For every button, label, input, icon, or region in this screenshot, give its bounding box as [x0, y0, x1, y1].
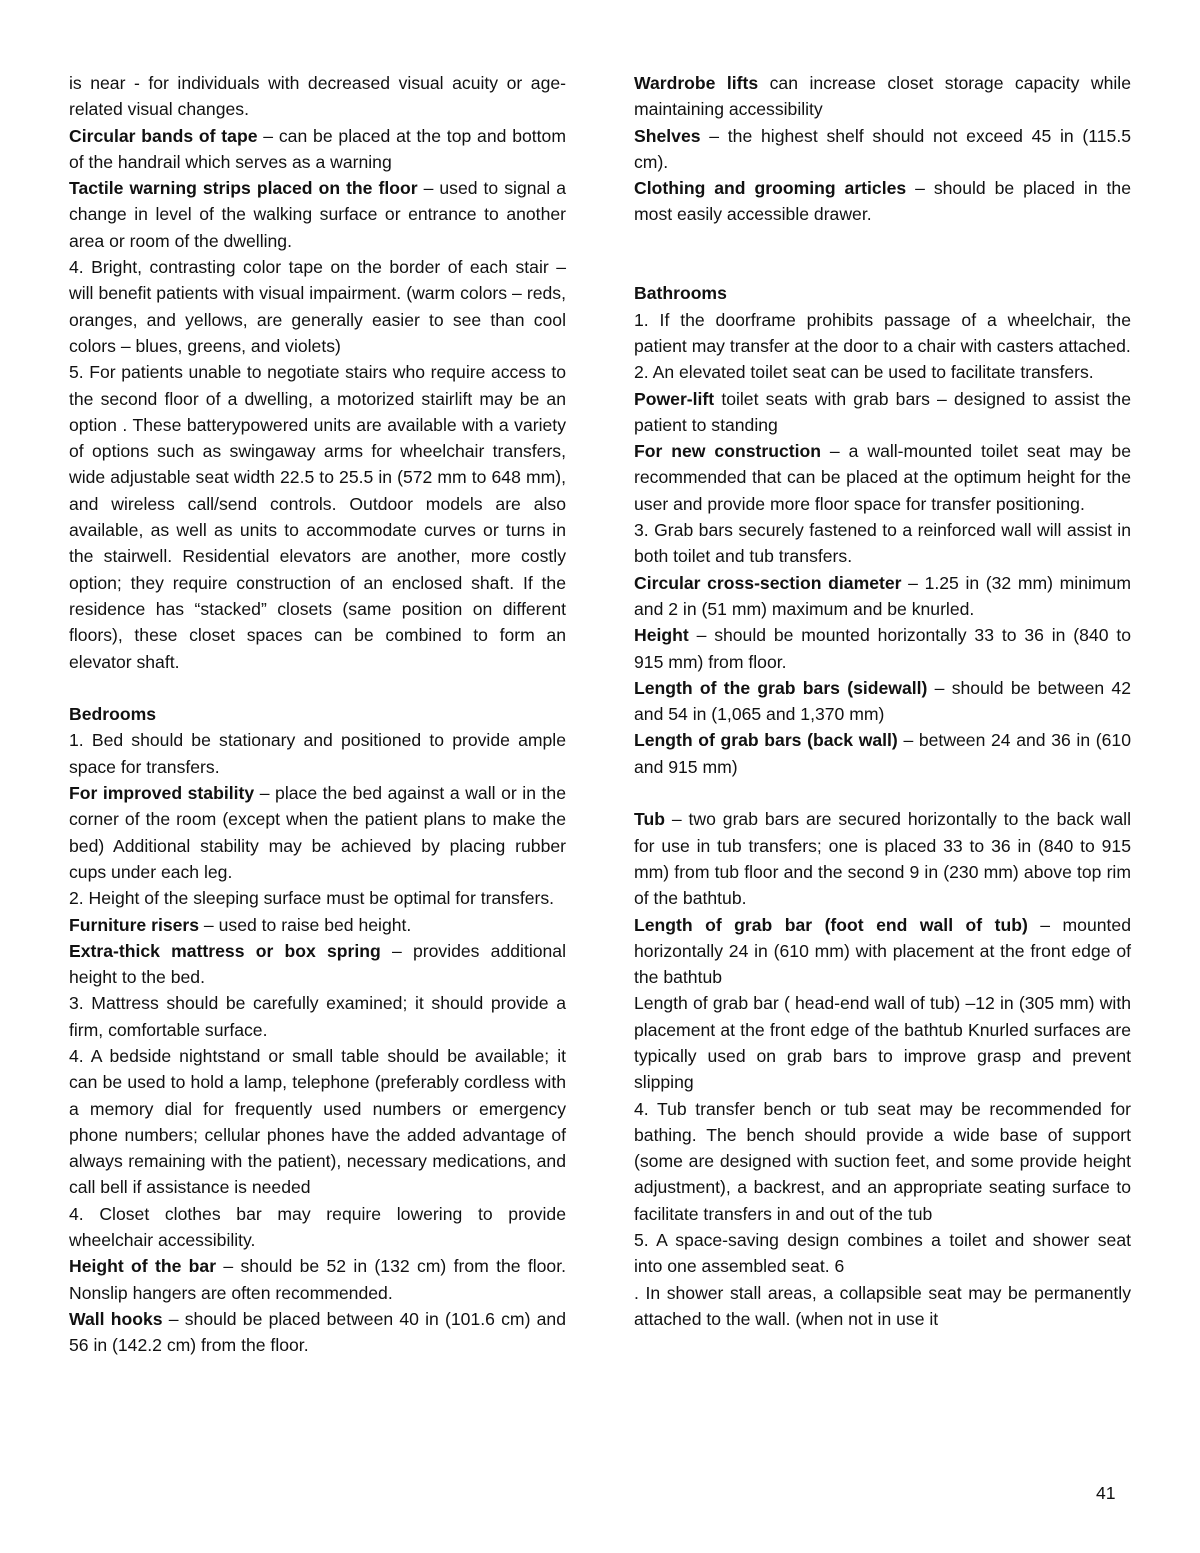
- paragraph: 4. Closet clothes bar may require lowering to provide wheelchair accessibility.: [69, 1203, 566, 1251]
- paragraph: [634, 386, 1131, 439]
- term: Clothing and grooming articles: [634, 178, 907, 199]
- paragraph: [69, 912, 566, 938]
- paragraph: 4. Bright, contrasting color tape on the border of each stair – will benefit patients with visual impairment. (warm colors – reds, oranges, and yellows, are generally easier to see than cool colors – blues, greens, and violets): [69, 257, 566, 356]
- term: Height of the bar: [69, 1256, 217, 1277]
- paragraph: [634, 570, 1131, 623]
- paragraph: 5. A space-saving design combines a toilet and shower seat into one assembled seat. 6: [634, 1230, 1131, 1277]
- definition: – should be mounted horizontally 33 to 36 in (840 to 915 mm) from floor.: [634, 625, 1131, 672]
- page-number: 41: [1096, 1483, 1116, 1503]
- paragraph: [634, 123, 1131, 176]
- paragraph: [634, 675, 1131, 728]
- term: Tactile warning strips placed on the floor: [69, 178, 418, 199]
- term: Extra-thick mattress or box spring: [69, 940, 381, 961]
- term: Tub: [634, 809, 665, 830]
- paragraph: [634, 912, 1131, 991]
- definition: – mounted horizontally 24 in (610 mm) with placement at the front edge of the bathtub: [634, 914, 1131, 988]
- paragraph: 4. Tub transfer bench or tub seat may be recommended for bathing. The bench should provide a wide base of support (some are designed with suction feet, and some provide height adjustment), a backrest, and an appropriate seating surface to facilitate transfers in and out of the tub: [634, 1098, 1131, 1224]
- definition: can increase closet storage capacity while maintaining accessibility: [634, 73, 1131, 120]
- left-column: [69, 70, 566, 1359]
- definition: – used to raise bed height.: [199, 914, 412, 935]
- term: For improved stability: [69, 783, 255, 804]
- definition: toilet seats with grab bars – designed to assist the patient to standing: [634, 388, 1131, 435]
- paragraph: [69, 123, 566, 176]
- paragraph: [634, 175, 1131, 228]
- paragraph: 2. Height of the sleeping surface must be optimal for transfers.: [69, 888, 555, 909]
- definition: – 1.25 in (32 mm) minimum and 2 in (51 mm) maximum and be knurled.: [634, 572, 1131, 619]
- definition: – between 24 and 36 in (610 and 915 mm): [634, 730, 1131, 777]
- term: Length of grab bars (back wall): [634, 730, 898, 751]
- section-heading-bathrooms: Bathrooms: [634, 283, 727, 304]
- paragraph: [69, 1306, 566, 1359]
- paragraph: [69, 175, 566, 254]
- paragraph: 4. A bedside nightstand or small table should be available; it can be used to hold a lamp, telephone (preferably cordless with a memory dial for frequently used numbers or emergency phone numbers; cellular phones have the added advantage of always remaining with the patient), necessary medications, and call bell if assistance is needed: [69, 1045, 566, 1198]
- definition: – should be placed between 40 in (101.6 cm) and 56 in (142.2 cm) from the floor.: [69, 1308, 567, 1356]
- term: Furniture risers: [69, 914, 200, 935]
- paragraph: [634, 622, 1131, 675]
- term: Wardrobe lifts: [634, 73, 759, 93]
- term: Power-lift: [634, 388, 715, 409]
- paragraph: 2. An elevated toilet seat can be used to facilitate transfers.: [634, 362, 1094, 383]
- paragraph: [69, 938, 566, 991]
- definition: – provides additional height to the bed.: [69, 940, 567, 988]
- paragraph: [69, 780, 566, 885]
- term: For new construction: [634, 441, 821, 462]
- definition: – the highest shelf should not exceed 45 in (115.5 cm).: [634, 125, 1131, 172]
- paragraph: [634, 70, 1131, 123]
- term: Circular cross-section diameter: [634, 572, 902, 593]
- paragraph: 3. Mattress should be carefully examined; it should provide a firm, comfortable surface.: [69, 993, 566, 1040]
- definition: – should be placed in the most easily accessible drawer.: [634, 178, 1131, 225]
- paragraph: [634, 806, 1131, 911]
- paragraph: . In shower stall areas, a collapsible seat may be permanently attached to the wall. (when not in use it: [634, 1282, 1131, 1329]
- definition: – place the bed against a wall or in the corner of the room (except when the patient plans to make the bed) Additional stability may be achieved by placing rubber cups under each leg.: [69, 783, 566, 882]
- paragraph: 1. Bed should be stationary and positioned to provide ample space for transfers.: [69, 730, 566, 777]
- definition: – should be between 42 and 54 in (1,065 and 1,370 mm): [634, 677, 1132, 725]
- definition: – used to signal a change in level of the walking surface or entrance to another area or room of the dwelling.: [69, 178, 566, 251]
- term: Height: [634, 625, 689, 646]
- paragraph: 1. If the doorframe prohibits passage of a wheelchair, the patient may transfer at the door to a chair with casters attached.: [634, 309, 1131, 356]
- paragraph: [634, 438, 1131, 517]
- definition: – a wall-mounted toilet seat may be recommended that can be placed at the optimum height for the user and provide more floor space for transfer positioning.: [634, 441, 1131, 514]
- definition: – can be placed at the top and bottom of the handrail which serves as a warning: [69, 125, 567, 172]
- term: Wall hooks: [69, 1308, 163, 1329]
- definition: – two grab bars are secured horizontally to the back wall for use in tub transfers; one is placed 33 to 36 in (840 to 915 mm) from tub floor and the second 9 in (230 mm) above top rim of the bathtub.: [634, 809, 1131, 909]
- paragraph: Length of grab bar ( head-end wall of tub) –12 in (305 mm) with placement at the front edge of the bathtub Knurled surfaces are typically used on grab bars to improve grasp and prevent slipping: [634, 993, 1131, 1093]
- definition: – should be 52 in (132 cm) from the floor. Nonslip hangers are often recommended.: [69, 1256, 566, 1303]
- paragraph: 5. For patients unable to negotiate stairs who require access to the second floor of a dwelling, a motorized stairlift may be an option . These batterypowered units are available with a variety of options such as swingaway arms for wheelchair transfers, wide adjustable seat width 22.5 to 25.5 in (572 mm to 648 mm), and wireless call/send controls. Outdoor models are also available, as well as units to accommodate curves or turns in the stairwell. Residential elevators are another, more costly option; they require construction of an enclosed shaft. If the residence has “stacked” closets (same position on different floors), these closet spaces can be combined to form an elevator shaft.: [69, 362, 566, 672]
- paragraph: is near - for individuals with decreased visual acuity or age-related visual changes.: [69, 73, 566, 120]
- term: Length of grab bar (foot end wall of tub): [634, 914, 1028, 935]
- term: Shelves: [634, 125, 701, 146]
- paragraph: [634, 727, 1131, 780]
- term: Circular bands of tape: [69, 125, 258, 146]
- right-column: [634, 70, 1131, 1332]
- section-heading-bedrooms: Bedrooms: [69, 704, 157, 725]
- paragraph: 3. Grab bars securely fastened to a reinforced wall will assist in both toilet and tub transfers.: [634, 520, 1131, 567]
- term: Length of the grab bars (sidewall): [634, 677, 928, 698]
- paragraph: [69, 1253, 566, 1306]
